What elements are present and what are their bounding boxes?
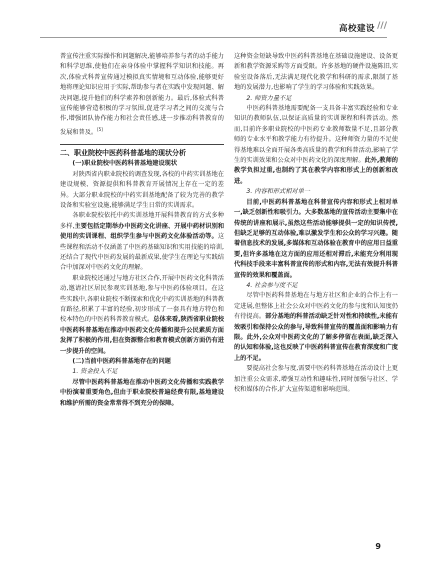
header-slash-mark: /// [377, 21, 387, 31]
paragraph-text: 这些课程和活动不仅涵盖了中医药基础知识和实用技能的培训,还结合了现代中医药发展的最新成果,使学生在理论与实践结合中加深对中医药文化的理解。 [60, 233, 224, 272]
paragraph: 目前,中医药科普基地在科普宣传内容和形式上相对单一,缺乏创新性和吸引力。大多数基地的宣传活动主要集中在传统的讲座和展示,虽然这些活动能够提供一定的知识传授,但缺乏足够的互动体验,难以激发学生和公众的学习兴趣。随着信息技术的发展,多媒体和互动体验在教育中的应用日益重要,但许多基地在这方面的应用还相对滞后,未能充分利用现代科技手段来丰富科普宣传的形式和内容,无法有效提升科普宣传的效果和覆盖面。 [234, 198, 398, 279]
paragraph-text: 普宣传注重实际操作和问题解决,能够培养参与者的动手能力和科学思维,使他们在亲身体验中掌握科学知识和技能。再次,体验式科普宣传通过模拟真实情境和互动体验,能够更好地将理论知识应用于实际,帮助参与者在实践中发现问题、解决问题,提升他们的科学素养和创新能力。最后,体验式科普宣传能够营造积极的学习氛围,促进学习者之间的交流与合作,增强团队协作能力和社会责任感,进一步推动科普教育的发展和普及。 [60, 53, 224, 136]
paragraph: 要提高社会参与度,需要中医药科普基地在活动设计上更加注重公众需求,增强互动性和趣味性,同时加强与社区、学校和媒体的合作,扩大宣传渠道和影响范围。 [234, 365, 398, 393]
page-header [0, 0, 427, 40]
section-heading: 二、职业院校中医药科普基地的现状分析 [60, 144, 224, 159]
paragraph [234, 104, 398, 187]
section-title: 高校建设 [338, 24, 375, 34]
subsection-heading: (一)职业院校中医药科普基地建设现状 [72, 160, 178, 168]
sub-subsection-heading: 3. 内容和形式相对单一 [246, 188, 310, 196]
bold-text: 此外,教师的教学负担过重,也制约了其在教学内容和形式上的创新和改进。 [234, 157, 398, 185]
paragraph [60, 274, 224, 357]
sub-subsection-heading: 1. 资金投入不足 [72, 368, 118, 376]
paragraph: 尽管中医药科普基地在推动中医药文化传播和实践教学中扮演着重要角色,但由于职业院校普遍经费有限,基地建设和维护所需的资金常常得不到充分的保障。 [60, 378, 224, 407]
bold-text: 主要包括定期举办中医药文化讲座、开展中药材识别和使用的实训课程、组织学生参与中医药文化体验活动等。 [60, 222, 225, 241]
paragraph [60, 211, 224, 273]
left-column [60, 52, 224, 409]
sub-subsection-heading: 4. 社会参与度不足 [246, 281, 298, 289]
bold-text: 总体来看,陕西省职业院校中医药科普基地在推动中医药文化传播和提升公民素质方面发挥了积极的作用,但在资源整合和教育模式创新方面仍有进一步提升的空间。 [60, 316, 225, 355]
bold-text: 部分基地的科普活动缺乏针对性和持续性,未能有效吸引和保持公众的参与,导致科普宣传的覆盖面和影响力有限。此外,公众对中医药文化的了解多停留在表面,缺乏深入的认知和体验,这也反映了中医药科普宣传在教育深度和广度上的不足。 [234, 313, 398, 362]
paragraph-text: 职业院校还通过与地方社区合作,开展中医药文化科普活动,邀请社区居民参观实训基地,参与中医药体验项目。在这些实践中,各职业院校不断探索和优化中药实训基地的科普教育路径,积累了丰富的经验,初步形成了一套具有地方特色和校本特色的中医药科普教育模式。 [60, 274, 224, 324]
paragraph-text: 尽管中医药科普基地在与地方社区和企业的合作上有一定进展,但整体上社会公众对中医药文化的参与度和认知度仍有待提高。 [234, 292, 398, 321]
paragraph: 这种资金短缺导致中医药科普基地在基础设施建设、设备更新和教学资源采购等方面受限。许多基地的硬件设施陈旧,实验室设备落后,无法满足现代化教学和科研的需求,限制了基地的发展潜力,也影响了学生的学习体验和实践效果。 [234, 53, 398, 92]
header-rule [40, 37, 387, 38]
paragraph [60, 52, 224, 138]
page-number: 9 [375, 542, 381, 551]
paragraph [234, 291, 398, 364]
sub-subsection-heading: 2. 师资力量不足 [246, 94, 292, 102]
right-column [234, 52, 398, 395]
citation-ref: [5] [97, 126, 103, 132]
paragraph: 对陕西省内职业院校的调查发现,各校的中药实训基地在建设规模、资源提供和科普教育开展情况上存在一定的差异。大部分职业院校的中药实训基地配备了较为完善的教学设备和实验室设施,能够满足学生日常的实训需求。 [60, 170, 224, 209]
paragraph-text: 中医药科普基地需要配备一支具备丰富实践经验和专业知识的教师队伍,以保证高质量的实训课程和科普活动。然而,目前许多职业院校的中医药专业教师数量不足,且部分教师的专业水平和教学能力有待提升。这种师资力量的不足使得基地难以全面开展各类高质量的教学和科普活动,影响了学生的实训效果和公众对中医药文化的深度理解。 [234, 105, 398, 165]
paragraph-text: 各职业院校依托中药实训基地开展科普教育的方式多种多样, [60, 212, 224, 230]
subsection-heading: (二)当前中医药科普基地存在的问题 [72, 358, 171, 366]
